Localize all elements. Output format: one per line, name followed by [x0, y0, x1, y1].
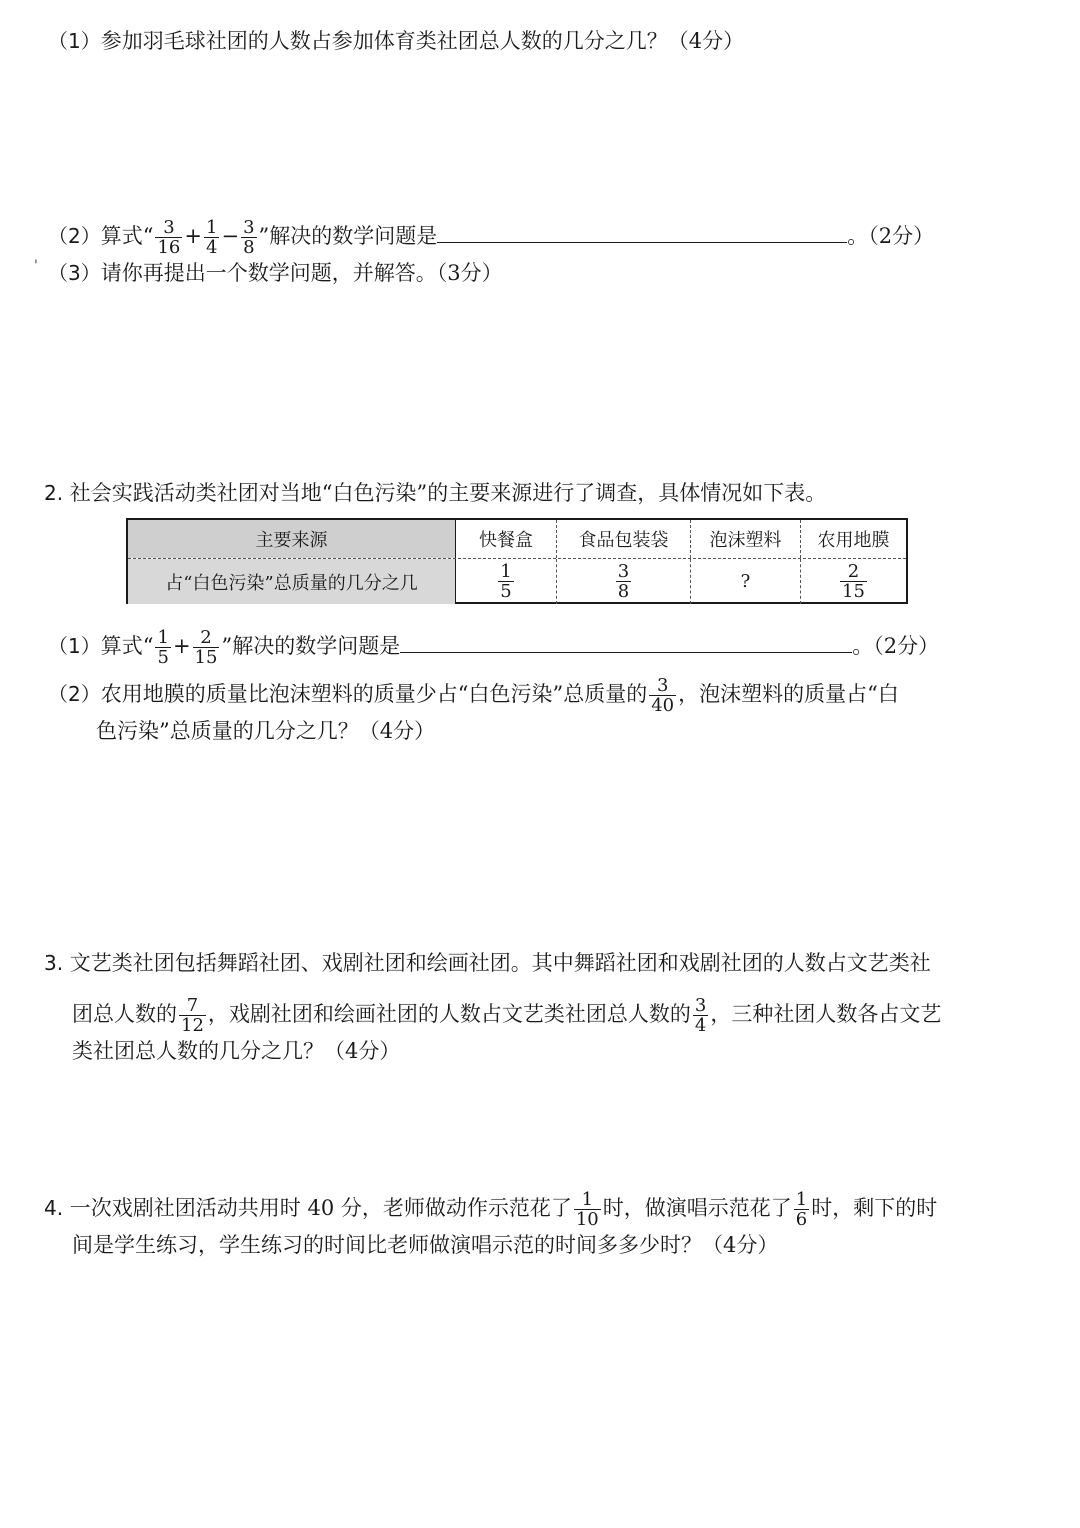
- table-row-label: 占“白色污染”总质量的几分之几: [128, 559, 456, 604]
- q1-part3: [48, 258, 503, 288]
- answer-blank[interactable]: [437, 220, 847, 243]
- q3-text-2b: ，戏剧社团和绘画社团的人数占文艺类社团总人数的: [207, 1002, 691, 1026]
- q3-line1: [44, 948, 931, 978]
- fraction: $\frac{3}{8}$: [617, 561, 630, 602]
- q1-part2-prefix: 算式“: [100, 224, 154, 248]
- q4-text-1a: 一次戏剧社团活动共用时 40 分，老师做动作示范花了: [69, 1196, 572, 1220]
- fraction: $\frac{2}{15}$: [842, 561, 865, 602]
- fraction: $\frac{1}{5}$: [500, 561, 512, 602]
- fraction: $\frac{3}{8}$: [243, 217, 255, 258]
- table-col-header: 农用地膜: [800, 520, 906, 558]
- q2-part1-end: 。（2分）: [852, 634, 940, 658]
- margin-mark: ': [34, 258, 38, 274]
- fraction: $\frac{1}{6}$: [795, 1189, 808, 1230]
- fraction: $\frac{3}{16}$: [157, 217, 181, 258]
- q1-part1-text: 参加羽毛球社团的人数占参加体育类社团总人数的几分之几？（4分）: [100, 29, 745, 53]
- table-cell: [800, 559, 906, 604]
- fraction: $\frac{3}{40}$: [651, 675, 675, 716]
- q4-line1: [44, 1190, 937, 1229]
- q1-part2-label: （2）: [48, 224, 101, 248]
- plus-sign: +: [184, 224, 202, 248]
- q1-part2-end: 。（2分）: [847, 224, 935, 248]
- q3-text-2c: ，三种社团人数各占文艺: [710, 1002, 942, 1026]
- minus-sign: −: [221, 224, 240, 248]
- q2-number: 2.: [44, 481, 64, 505]
- fraction: $\frac{3}{4}$: [694, 995, 707, 1036]
- q4-line2: 间是学生练习，学生练习的时间比老师做演唱示范的时间多多少时？（4分）: [72, 1233, 779, 1257]
- q3-text-1: 文艺类社团包括舞蹈社团、戏剧社团和绘画社团。其中舞蹈社团和戏剧社团的人数占文艺类社: [69, 951, 931, 975]
- table-cell: [456, 559, 556, 604]
- table-row: [128, 559, 906, 604]
- fraction: $\frac{1}{4}$: [206, 217, 218, 258]
- q1-part1-label: （1）: [48, 29, 101, 53]
- q1-part1: [48, 26, 744, 56]
- q2-part2-text-b: ，泡沫塑料的质量占“白: [678, 682, 899, 706]
- q4-text-1c: 时，剩下的时: [811, 1196, 938, 1220]
- q3-line2: [72, 996, 941, 1035]
- table-col-header: 快餐盒: [479, 530, 533, 551]
- q2-text: 社会实践活动类社团对当地“白色污染”的主要来源进行了调查，具体情况如下表。: [69, 481, 827, 505]
- q2-part2-line1: [48, 676, 899, 715]
- q2-part1-suffix: ”解决的数学问题是: [221, 634, 401, 658]
- q2-part1-label: （1）: [48, 634, 101, 658]
- q1-part2: [48, 218, 934, 257]
- q3-number: 3.: [44, 951, 64, 975]
- q2-part2-text-a: 农用地膜的质量比泡沫塑料的质量少占“白色污染”总质量的: [100, 682, 648, 706]
- q3-line3: 类社团总人数的几分之几？（4分）: [72, 1039, 401, 1063]
- fraction: $\frac{2}{15}$: [194, 627, 218, 668]
- fraction: $\frac{1}{5}$: [157, 627, 169, 668]
- pollution-source-table: [126, 518, 908, 604]
- q2-part1: [48, 628, 939, 667]
- q3-text-2a: 团总人数的: [72, 1002, 177, 1026]
- unknown-value: ?: [740, 571, 751, 592]
- table-cell: [690, 559, 800, 604]
- q4-text-1b: 时，做演唱示范花了: [602, 1196, 792, 1220]
- q2-part1-prefix: 算式“: [100, 634, 154, 658]
- q1-part3-text: 请你再提出一个数学问题，并解答。（3分）: [100, 261, 503, 285]
- fraction: $\frac{1}{10}$: [575, 1189, 599, 1230]
- table-col-header: 泡沫塑料: [690, 520, 800, 558]
- fraction: $\frac{7}{12}$: [181, 995, 204, 1036]
- q1-part2-suffix: ”解决的数学问题是: [258, 224, 438, 248]
- answer-blank[interactable]: [400, 630, 852, 653]
- q4-number: 4.: [44, 1196, 64, 1220]
- q1-part3-label: （3）: [48, 261, 101, 285]
- plus-sign: +: [172, 634, 191, 658]
- table-header-label: 主要来源: [128, 520, 456, 558]
- table-col-header: 食品包装袋: [556, 520, 690, 558]
- table-cell: [556, 559, 690, 604]
- q2-part2-line2: 色污染”总质量的几分之几？（4分）: [96, 719, 436, 743]
- q2-part2-label: （2）: [48, 682, 101, 706]
- q2-stem: [44, 478, 826, 508]
- table-row: [128, 520, 906, 559]
